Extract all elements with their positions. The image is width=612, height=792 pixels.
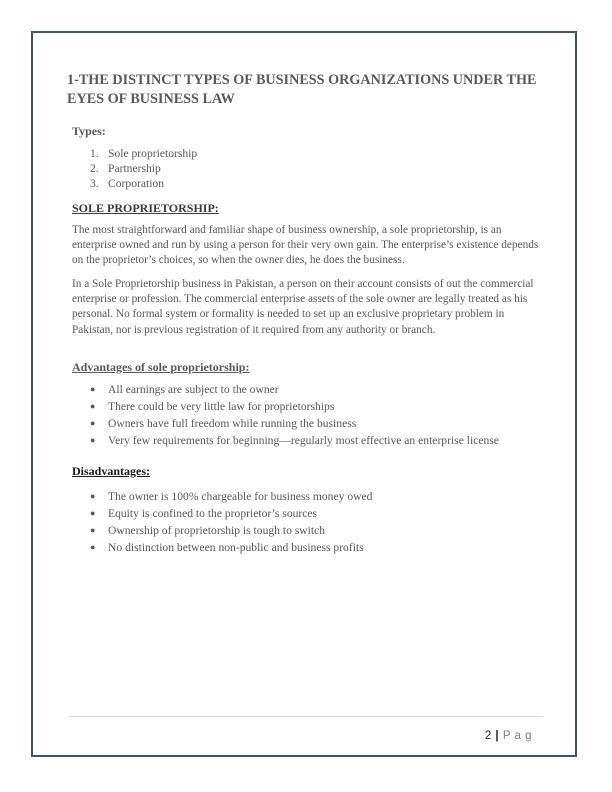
list-item [90, 505, 372, 522]
bullet-icon: ● [90, 418, 96, 428]
types-list [90, 146, 197, 192]
list-item [90, 539, 372, 556]
advantages-heading: Advantages of sole proprietorship: [72, 360, 250, 374]
list-item [90, 146, 197, 161]
list-item-label: There could be very little law for proprietorships [108, 400, 335, 413]
list-item [90, 432, 499, 449]
bullet-icon: ● [90, 525, 96, 535]
list-number: 2. [90, 162, 99, 176]
list-item-label: Ownership of proprietorship is tough to switch [108, 524, 326, 537]
footer-separator: | [495, 730, 500, 742]
list-item [90, 488, 372, 505]
list-item [90, 381, 499, 398]
list-item-label: The owner is 100% chargeable for business money owed [108, 490, 373, 503]
page-footer [485, 730, 532, 742]
bullet-icon: ● [90, 384, 96, 394]
disadvantages-heading: Disadvantages: [72, 464, 151, 478]
page-number: 2 [484, 730, 492, 742]
types-label: Types: [72, 124, 106, 138]
list-item-label: Partnership [108, 162, 161, 176]
advantages-list [90, 381, 499, 449]
list-item [90, 176, 197, 191]
list-item-label: Equity is confined to the proprietor’s sources [108, 507, 318, 520]
bullet-icon: ● [90, 401, 96, 411]
bullet-icon: ● [90, 491, 96, 501]
page-label: P a g [502, 730, 532, 742]
list-item-label: Owners have full freedom while running the business [108, 417, 357, 430]
list-item [90, 161, 197, 176]
paragraph-pakistan: In a Sole Proprietorship business in Pakistan, a person on their account consists of out the commercial enterprise or profession. The commercial enterprise assets of the sole owner are legally treated as his personal. No formal system or formality is needed to set up an exclusive proprietary problem in Pakistan, nor is previous registration of it required from any authority or branch. [72, 278, 534, 336]
list-number: 3. [90, 177, 99, 191]
list-item-label: Corporation [108, 177, 165, 191]
paragraph-definition: The most straightforward and familiar shape of business ownership, a sole proprietorship, is an enterprise owned and run by using a person for their very own gain. The enterprise’s existence depends on the proprietor’s choices, so when the owner dies, he does the business. [72, 224, 539, 267]
bullet-icon: ● [90, 542, 96, 552]
list-item [90, 522, 372, 539]
list-item-label: All earnings are subject to the owner [108, 383, 279, 396]
list-item-label: Very few requirements for beginning—regularly most effective an enterprise license [108, 434, 499, 447]
list-item-label: No distinction between non-public and business profits [108, 541, 364, 554]
list-item-label: Sole proprietorship [108, 147, 198, 160]
sole-proprietorship-heading: SOLE PROPRIETORSHIP: [72, 201, 219, 215]
bullet-icon: ● [90, 435, 96, 445]
disadvantages-list [90, 488, 372, 556]
bullet-icon: ● [90, 508, 96, 518]
footer-divider [69, 716, 543, 717]
list-number: 1. [90, 147, 99, 160]
list-item [90, 398, 499, 415]
page-title: 1-THE DISTINCT TYPES OF BUSINESS ORGANIZATIONS UNDER THE EYES OF BUSINESS LAW [67, 72, 537, 107]
list-item [90, 415, 499, 432]
